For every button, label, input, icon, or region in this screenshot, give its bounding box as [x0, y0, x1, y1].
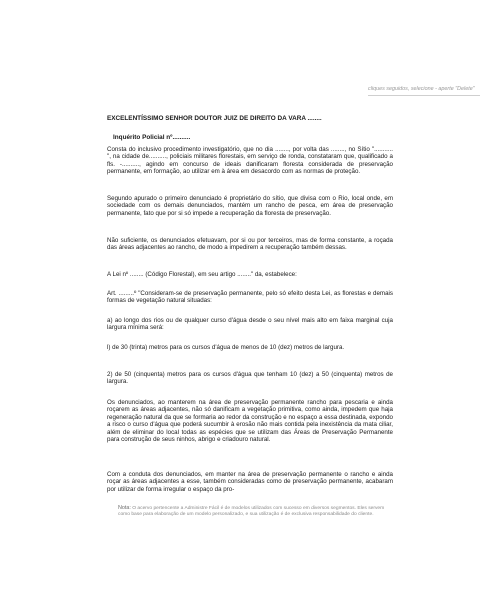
- paragraph-6: a) ao longo dos rios ou de qualquer curso d'água desde o seu nível mais alto em faixa marginal cuja largura mínima será:: [107, 317, 393, 332]
- footer-note-text: O acervo pertencente a Administre Fácil é de modelos utilizados com sucesso em diversos segmentos. Eles servem como base para elaboração de um modelo personalizado, e sua utilização é de exclusiva responsabilidade do cliente.: [118, 506, 385, 518]
- paragraph-3: Não suficiente, os denunciados efetuavam, por si ou por terceiros, mas de forma constante, a roçada das áreas adjacentes ao rancho, de modo a impedirem a recuperação também dessas.: [107, 237, 393, 252]
- paragraph-9: Os denunciados, ao manterem na área de preservação permanente rancho para pescaria e ainda roçarem as áreas adjacentes, não só danificam a vegetação primitiva, como ainda, impedem que haja regeneração natural da que se formaria ao redor da construção e no espaço a essa destinada, expondo a risco o curso d'água que poderá sucumbir à erosão não mais contida pela inexistência da mata ciliar, além de eliminar do local todas as espécies que se utilizam das Áreas de Preservação Permanente para construção de seus ninhos, abrigo e criadouro natural.: [107, 399, 393, 444]
- footer-note: [118, 505, 396, 519]
- paragraph-10: Com a conduta dos denunciados, em manter na área de preservação permanente o rancho e ainda roçar as áreas adjacentes a esse, também consideradas como de preservação permanente, acabaram por utilizar de forma irregular o espaço da pro-: [107, 471, 393, 493]
- paragraph-4: A Lei nº ........ (Código Florestal), em seu artigo ........" da, estabelece:: [107, 271, 297, 278]
- paragraph-5: Art. .........º "Consideram-se de preservação permanente, pelo só efeito desta Lei, as florestas e demais formas de vegetação natural situadas:: [107, 290, 393, 305]
- inquerito-heading: Inquérito Policial nº..........: [113, 134, 191, 141]
- paragraph-1: Consta do inclusivo procedimento investigatório, que no dia ........, por volta das ........, no Sítio "........... ", na cidade de.........., policiais militares florestais, em serviço de ronda, constataram que, qualificado a fls. -.........., agindo em concurso de ideais danificaram floresta considerada de preservação permanente, em formação, ao utilizar em à área em desacordo com as normas de proteção.: [107, 146, 393, 176]
- paragraph-8: 2) de 50 (cinquenta) metros para os cursos d'água que tenham 10 (dez) a 50 (cinquenta) metros de largura.: [107, 371, 393, 386]
- document-body: [107, 115, 393, 493]
- instruction-note: [368, 86, 480, 93]
- document-title: EXCELENTÍSSIMO SENHOR DOUTOR JUIZ DE DIREITO DA VARA ........: [107, 115, 322, 122]
- paragraph-7: l) de 30 (trinta) metros para os cursos d'água de menos de 10 (dez) metros de largura.: [107, 344, 345, 351]
- footer-note-label: Nota:: [118, 505, 131, 511]
- instruction-note-text: cliques seguidos, selecione - aperte "Delete": [368, 86, 475, 92]
- instruction-note-divider: [368, 95, 480, 96]
- paragraph-2: Segundo apurado o primeiro denunciado é proprietário do sítio, que divisa com o Rio, local onde, em sociedade com os demais denunciados, mantém um rancho de pesca, em área de preservação permanente, fato que por si só impede a recuperação da floresta de preservação.: [107, 195, 393, 217]
